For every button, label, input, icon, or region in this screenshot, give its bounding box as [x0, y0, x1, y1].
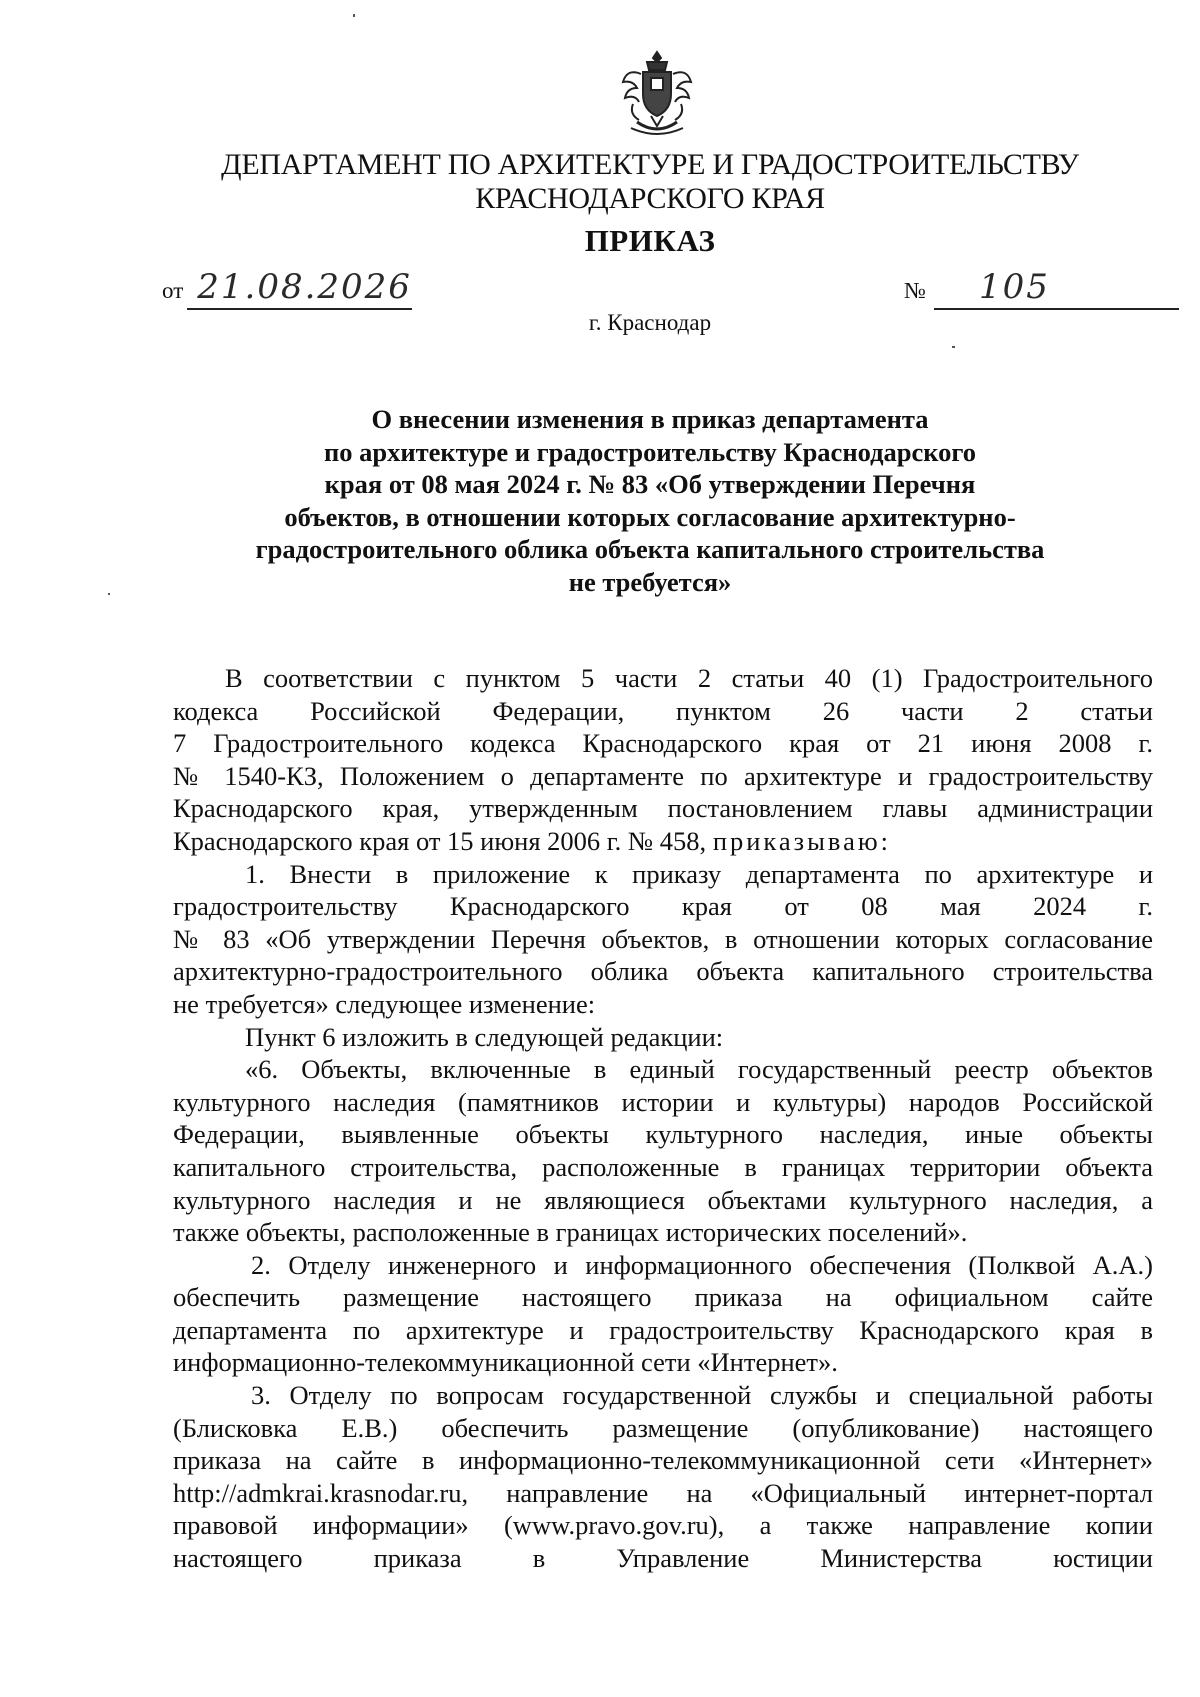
- body-line: http://admkrai.krasnodar.ru, направление на «Официальный интернет-портал: [173, 1477, 1153, 1508]
- number-underline: [934, 267, 1179, 310]
- body-line: № 1540-КЗ, Положением о департаменте по архитектуре и градостроительству: [173, 760, 1153, 791]
- document-heading: [150, 403, 1150, 598]
- body-text: Краснодарского края от 15 июня 2006 г. № 458,: [173, 825, 707, 856]
- order-keyword: приказываю:: [712, 825, 892, 856]
- body-line: В соответствии с пунктом 5 части 2 статьи 40 (1) Градостроительного: [225, 663, 1153, 693]
- heading-line: О внесении изменения в приказ департамента: [371, 404, 929, 434]
- body-line: информационно-телекоммуникационной сети «Интернет».: [173, 1347, 838, 1378]
- heading-line: градостроительного облика объекта капитального строительства: [255, 534, 1045, 564]
- body-line: [173, 825, 1153, 858]
- body-line: настоящего приказа в Управление Министерства юстиции: [173, 1543, 1153, 1574]
- heading-line: объектов, в отношении которых согласование архитектурно-: [284, 501, 1016, 532]
- heading-line: не требуется»: [568, 566, 732, 597]
- body-line: обеспечить размещение настоящего приказа на официальном сайте: [173, 1282, 1153, 1313]
- date-underline: [187, 267, 412, 310]
- body-line: также объекты, расположенные в границах исторических поселений».: [173, 1217, 968, 1248]
- document-body: [173, 662, 1153, 1575]
- body-line: Пункт 6 изложить в следующей редакции:: [245, 1021, 724, 1052]
- handwritten-number: 105: [978, 267, 1050, 307]
- body-line: правовой информации» (www.pravo.gov.ru), а также направление копии: [173, 1510, 1153, 1541]
- body-line: «6. Объекты, включенные в единый государственный реестр объектов: [245, 1054, 1153, 1085]
- heading-line: по архитектуре и градостроительству Краснодарского: [323, 436, 977, 467]
- body-line: 1. Внести в приложение к приказу департамента по архитектуре и: [245, 858, 1153, 889]
- department-name-line1: ДЕПАРТАМЕНТ ПО АРХИТЕКТУРЕ И ГРАДОСТРОИТЕЛЬСТВУ: [221, 148, 1079, 181]
- scan-speck: [108, 593, 110, 595]
- body-line: Федерации, выявленные объекты культурного наследия, иные объекты: [173, 1119, 1153, 1150]
- body-line: № 83 «Об утверждении Перечня объектов, в отношении которых согласование: [173, 923, 1153, 954]
- body-line: приказа на сайте в информационно-телекоммуникационной сети «Интернет»: [173, 1445, 1153, 1476]
- city-line: г. Краснодар: [588, 310, 712, 335]
- coat-of-arms-icon: [617, 48, 697, 140]
- body-line: архитектурно-градостроительного облика объекта капитального строительства: [173, 956, 1153, 987]
- body-line: не требуется» следующее изменение:: [173, 988, 596, 1019]
- handwritten-date: 21.08.2026: [197, 267, 412, 307]
- body-line: культурного наследия (памятников истории и культуры) народов Российской: [173, 1086, 1153, 1117]
- body-line: 3. Отделу по вопросам государственной службы и специальной работы: [251, 1380, 1153, 1411]
- heading-line: края от 08 мая 2024 г. № 83 «Об утверждении Перечня: [324, 469, 976, 499]
- body-line: 2. Отделу инженерного и информационного обеспечения (Полквой А.А.): [251, 1249, 1153, 1280]
- body-line: Краснодарского края, утвержденным постановлением главы администрации: [173, 793, 1153, 824]
- body-line: кодекса Российской Федерации, пунктом 26 части 2 статьи: [173, 695, 1153, 726]
- number-prefix: №: [904, 278, 926, 303]
- body-line: департамента по архитектуре и градостроительству Краснодарского края в: [173, 1314, 1153, 1345]
- scan-speck: [353, 14, 355, 17]
- date-prefix: от: [162, 278, 184, 303]
- department-name-line2: КРАСНОДАРСКОГО КРАЯ: [475, 182, 825, 215]
- body-line: капитального строительства, расположенные в границах территории объекта: [173, 1151, 1153, 1182]
- number-field: [904, 267, 1179, 310]
- body-line: культурного наследия и не являющиеся объектами культурного наследия, а: [173, 1184, 1153, 1215]
- date-field: [162, 267, 412, 310]
- document-type-title: ПРИКАЗ: [584, 223, 716, 258]
- scan-speck: [952, 346, 955, 348]
- body-line: (Блисковка Е.В.) обеспечить размещение (опубликование) настоящего: [173, 1412, 1153, 1443]
- body-line: градостроительству Краснодарского края от 08 мая 2024 г.: [173, 891, 1153, 922]
- body-line: 7 Градостроительного кодекса Краснодарского края от 21 июня 2008 г.: [173, 728, 1153, 759]
